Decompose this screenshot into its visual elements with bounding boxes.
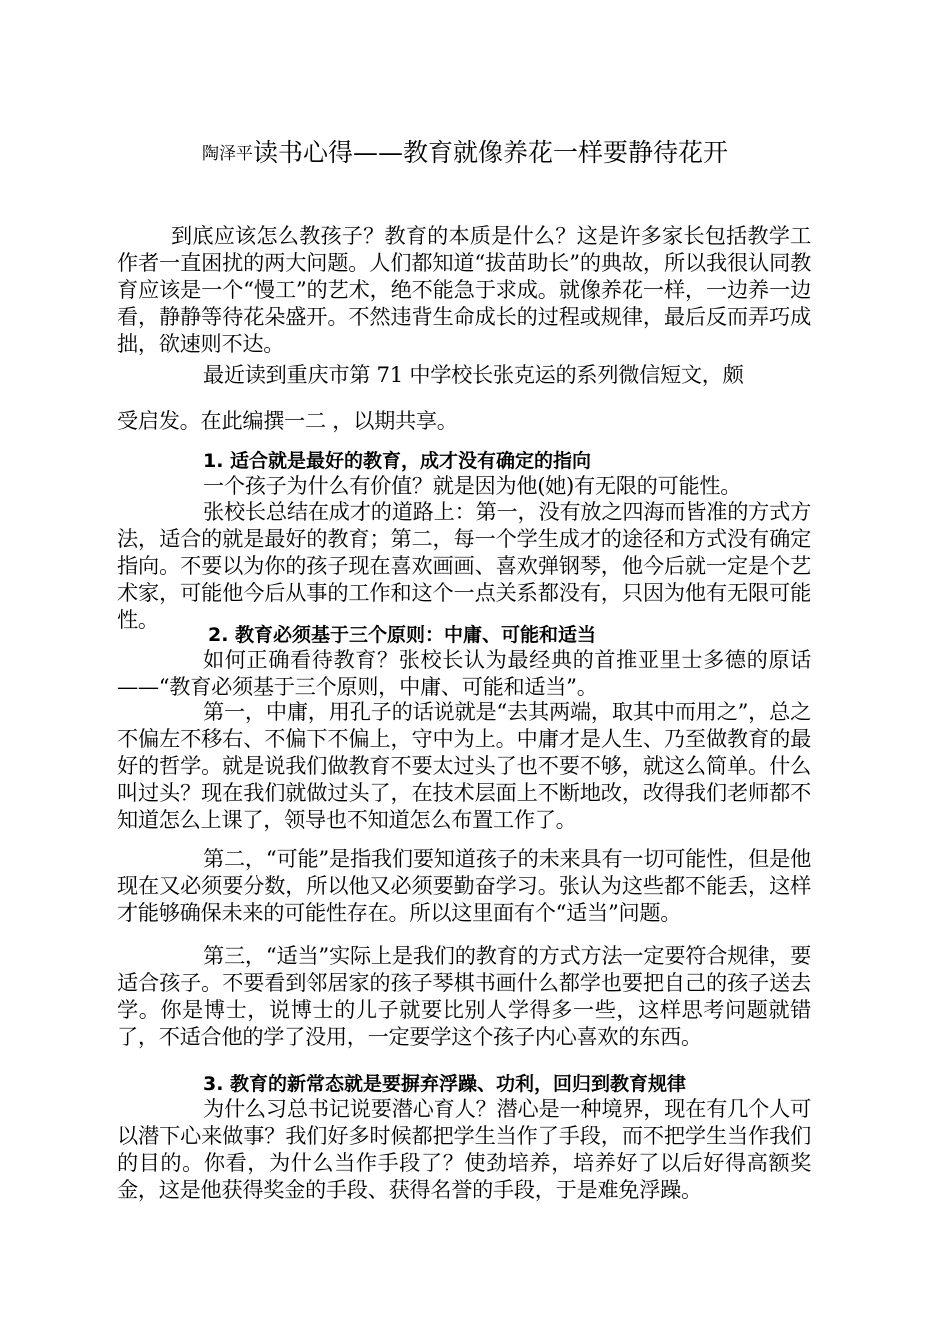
section-2-paragraph-2: 第一，中庸，用孔子的话说就是“去其两端，取其中而用之”，总之不偏左不移右、不偏下不偏上，守中为上。中庸才是人生、乃至做教育的最好的哲学。就是说我们做教育不要太过头了也不要不够，就这么简单。什么叫过头？现在我们就做过头了，在技术层面上不断地改，改得我们老师都不知道怎么上课了，领导也不知道怎么布置工作了。	[117, 699, 811, 832]
intro-paragraph: 到底应该怎么教孩子？教育的本质是什么？这是许多家长包括教学工作者一直困扰的两大问题。人们都知道“拔苗助长”的典故，所以我很认同教育应该是一个“慢工”的艺术，绝不能急于求成。就像养花一样，一边养一边看，静静等待花朵盛开。不然违背生命成长的过程或规律，最后反而弄巧成拙，欲速则不达。	[117, 223, 811, 356]
section-2-paragraph-3: 第二，“可能”是指我们要知道孩子的未来具有一切可能性，但是他现在又必须要分数，所以他又必须要勤奋学习。张认为这些都不能丢，这样才能够确保未来的可能性存在。所以这里面有个“适当”问题。	[117, 846, 811, 925]
section-1-paragraph-1: 一个孩子为什么有价值？就是因为他(她)有无限的可能性。	[203, 473, 742, 498]
section-1-heading: 1. 适合就是最好的教育，成才没有确定的指向	[203, 450, 592, 472]
section-2-paragraph-4: 第三，“适当”实际上是我们的教育的方式方法一定要符合规律，要适合孩子。不要看到邻居家的孩子琴棋书画什么都学也要把自己的孩子送去学。你是博士，说博士的儿子就要比别人学得多一些，这样思考问题就错了，不适合他的学了没用，一定要学这个孩子内心喜欢的东西。	[117, 943, 811, 1049]
section-1-paragraph-2: 张校长总结在成才的道路上：第一，没有放之四海而皆准的方式方法，适合的就是最好的教育；第二，每一个学生成才的途径和方式没有确定指向。不要以为你的孩子现在喜欢画画、喜欢弹钢琴，他今后就一定是个艺术家，可能他今后从事的工作和这个一点关系都没有，只因为他有无限可能性。	[117, 499, 811, 632]
section-3-heading: 3. 教育的新常态就是要摒弃浮躁、功利，回归到教育规律	[203, 1073, 687, 1095]
reading-note-line-1: 最近读到重庆市第 71 中学校长张克运的系列微信短文，颇	[203, 362, 744, 387]
section-2-paragraph-1: 如何正确看待教育？张校长认为最经典的首推亚里士多德的原话——“教育必须基于三个原则，中庸、可能和适当”。	[117, 647, 811, 699]
author-name: 陶泽平	[202, 144, 253, 164]
reading-note-line-2: 受启发。在此编撰一二 ，以期共享。	[117, 408, 458, 433]
title-text: 读书心得——教育就像养花一样要静待花开	[253, 138, 729, 167]
document-title	[202, 133, 728, 169]
section-3-paragraph-1: 为什么习总书记说要潜心育人？潜心是一种境界，现在有几个人可以潜下心来做事？我们好多时候都把学生当作了手段，而不把学生当作我们的目的。你看，为什么当作手段了？使劲培养，培养好了以后好得高额奖金，这是他获得奖金的手段、获得名誉的手段，于是难免浮躁。	[117, 1096, 811, 1202]
section-2-heading: 2. 教育必须基于三个原则：中庸、可能和适当	[208, 624, 597, 646]
